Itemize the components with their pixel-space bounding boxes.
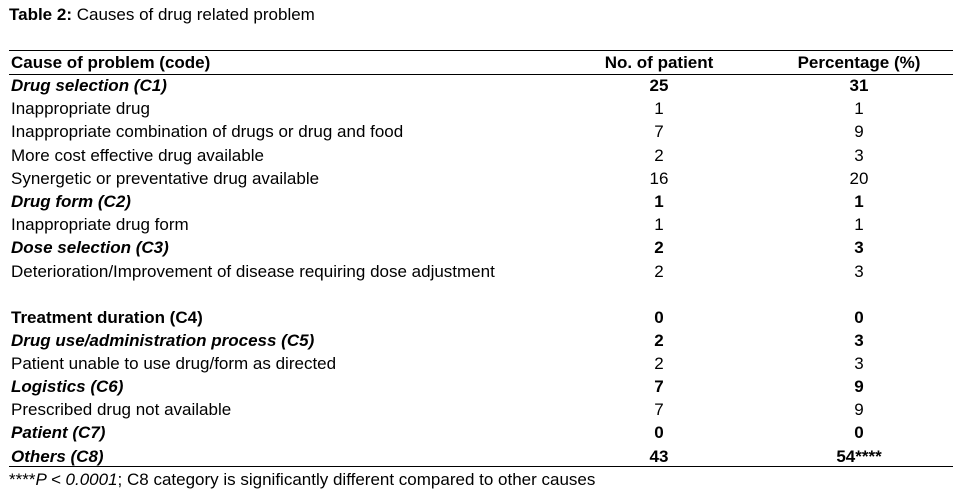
patient-count-cell: 1 (654, 191, 664, 211)
patient-count-cell: 7 (654, 122, 664, 142)
percentage-cell: 3 (854, 145, 864, 165)
cause-cell: Others (C8) (11, 446, 104, 466)
header-percentage: Percentage (%) (797, 53, 921, 72)
cause-cell: Inappropriate combination of drugs or drug and food (11, 122, 404, 142)
cause-cell: Patient unable to use drug/form as directed (11, 353, 337, 373)
table-row (9, 120, 953, 143)
percentage-cell: 9 (854, 400, 864, 420)
table-row (9, 398, 953, 421)
table-header (9, 52, 953, 74)
percentage-cell: 1 (854, 99, 864, 119)
percentage-cell: 9 (854, 122, 864, 142)
category-row (9, 190, 953, 213)
cause-cell: Dose selection (C3) (11, 238, 169, 258)
table-row (9, 144, 953, 167)
percentage-cell: 31 (849, 76, 869, 95)
footnote-stars: **** (9, 470, 36, 489)
cause-cell: Synergetic or preventative drug available (11, 168, 320, 188)
cause-cell: Inappropriate drug (11, 99, 150, 119)
table-top-rule (9, 50, 953, 51)
patient-count-cell: 16 (649, 168, 669, 188)
table-body (9, 74, 953, 468)
caption-text: Causes of drug related problem (71, 5, 315, 24)
patient-count-cell: 0 (654, 307, 664, 327)
patient-count-cell: 43 (649, 446, 669, 466)
percentage-cell: 3 (854, 238, 864, 258)
footnote-text: ; C8 category is significantly different compared to other causes (117, 470, 596, 489)
footnote-p-value: P < 0.0001 (35, 470, 118, 489)
table-footnote (9, 470, 595, 490)
percentage-cell: 54**** (836, 446, 882, 466)
category-row (9, 74, 953, 97)
cause-cell: Drug selection (C1) (11, 76, 167, 95)
table-row (9, 167, 953, 190)
table-row (9, 352, 953, 375)
percentage-cell: 3 (854, 353, 864, 373)
patient-count-cell: 1 (654, 215, 664, 235)
patient-count-cell: 1 (654, 99, 664, 119)
percentage-cell: 0 (854, 423, 864, 443)
table-caption (9, 5, 315, 25)
category-row (9, 445, 953, 468)
caption-label: Table 2: (9, 5, 72, 24)
patient-count-cell: 7 (654, 377, 664, 397)
percentage-cell: 3 (854, 330, 864, 350)
percentage-cell: 0 (854, 307, 864, 327)
table-bottom-rule (9, 466, 953, 467)
patient-count-cell: 7 (654, 400, 664, 420)
patient-count-cell: 2 (654, 330, 664, 350)
cause-cell: Inappropriate drug form (11, 215, 189, 235)
cause-cell: More cost effective drug available (11, 145, 264, 165)
percentage-cell: 3 (854, 261, 864, 281)
category-row (9, 329, 953, 352)
patient-count-cell: 2 (654, 238, 664, 258)
category-row (9, 306, 953, 329)
cause-cell: Prescribed drug not available (11, 400, 232, 420)
percentage-cell: 1 (854, 191, 864, 211)
cause-cell: Logistics (C6) (11, 377, 124, 397)
cause-cell: Drug form (C2) (11, 191, 131, 211)
header-patients: No. of patient (604, 53, 714, 72)
cause-cell: Deterioration/Improvement of disease requiring dose adjustment (11, 261, 495, 281)
table-row (9, 97, 953, 120)
patient-count-cell: 2 (654, 145, 664, 165)
patient-count-cell: 2 (654, 353, 664, 373)
header-cause: Cause of problem (code) (11, 53, 211, 72)
category-row (9, 375, 953, 398)
cause-cell: Treatment duration (C4) (11, 307, 203, 327)
percentage-cell: 1 (854, 215, 864, 235)
patient-count-cell: 0 (654, 423, 664, 443)
percentage-cell: 9 (854, 377, 864, 397)
category-row (9, 236, 953, 259)
patient-count-cell: 2 (654, 261, 664, 281)
cause-cell: Drug use/administration process (C5) (11, 330, 315, 350)
table-row (9, 213, 953, 236)
category-row (9, 421, 953, 444)
patient-count-cell: 25 (649, 76, 669, 95)
cause-cell: Patient (C7) (11, 423, 106, 443)
percentage-cell: 20 (849, 168, 869, 188)
table-row (9, 260, 953, 306)
